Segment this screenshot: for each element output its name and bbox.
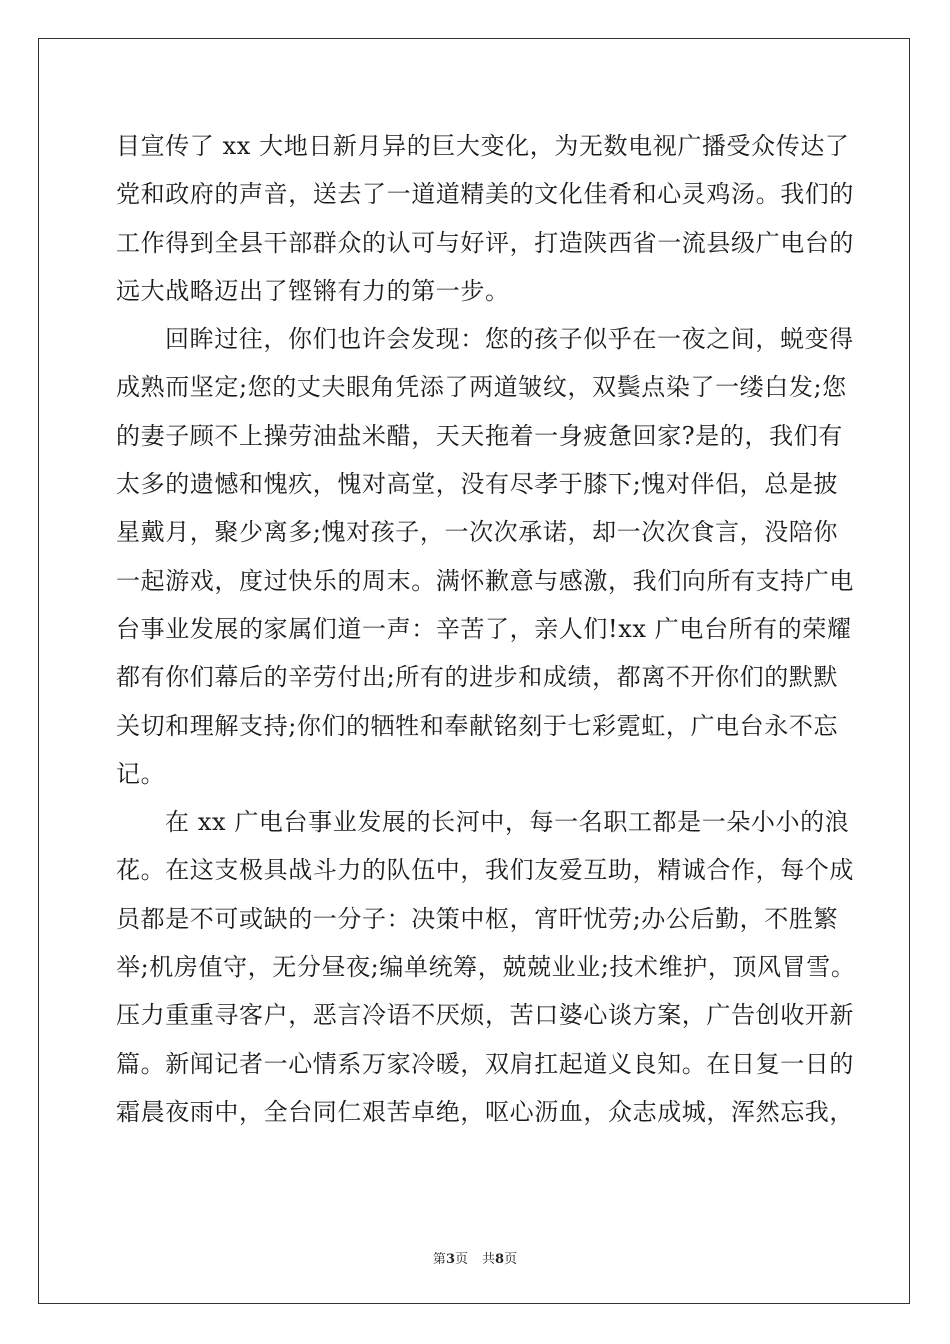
page-footer [0,1248,950,1267]
text-line: 员都是不可或缺的一分子：决策中枢，宵旰忧劳;办公后勤，不胜繁 [116,904,839,933]
text-line: 压力重重寻客户，恶言冷语不厌烦，苦口婆心谈方案，广告创收开新 [116,1001,854,1030]
text-line: 一起游戏，度过快乐的周末。满怀歉意与感激，我们向所有支持广电 [116,566,854,595]
text-line: 星戴月，聚少离多;愧对孩子，一次次承诺，却一次次食言，没陪你 [116,518,839,547]
text-line: 记。 [116,759,166,788]
document-body [116,122,856,1136]
text-line: 霜晨夜雨中，全台同仁艰苦卓绝，呕心沥血，众志成城，浑然忘我， [116,1097,854,1126]
text-line: 目宣传了 xx 大地日新月异的巨大变化，为无数电视广播受众传达了 [116,132,850,160]
text-line: 都有你们幕后的辛劳付出;所有的进步和成绩，都离不开你们的默默 [116,663,839,692]
paragraph [116,122,854,315]
text-line: 花。在这支极具战斗力的队伍中，我们友爱互助，精诚合作，每个成 [116,856,854,885]
text-line: 台事业发展的家属们道一声：辛苦了，亲人们!xx 广电台所有的荣耀 [116,614,852,643]
text-line: 回眸过往，你们也许会发现：您的孩子似乎在一夜之间，蜕变得 [165,325,854,354]
text-line: 工作得到全县干部群众的认可与好评，打造陕西省一流县级广电台的 [116,228,854,257]
text-line: 的妻子顾不上操劳油盐米醋，天天拖着一身疲惫回家?是的，我们有 [116,421,843,450]
text-line: 远大战略迈出了铿锵有力的第一步。 [116,276,510,305]
text-line: 关切和理解支持;你们的牺牲和奉献铭刻于七彩霓虹，广电台永不忘 [116,711,839,740]
current-page-number: 3 [445,1252,455,1267]
total-prefix: 共 [482,1252,496,1267]
text-line: 党和政府的声音，送去了一道道精美的文化佳肴和心灵鸡汤。我们的 [116,180,854,209]
text-line: 太多的遗憾和愧疚，愧对高堂，没有尽孝于膝下;愧对伴侣，总是披 [116,470,839,499]
text-line: 在 xx 广电台事业发展的长河中，每一名职工都是一朵小小的浪 [165,808,850,837]
paragraph [116,798,856,1136]
page-suffix: 页 [454,1252,468,1267]
text-line: 成熟而坚定;您的丈夫眼角凭添了两道皱纹，双鬓点染了一缕白发;您 [116,373,847,402]
text-line: 举;机房值守，无分昼夜;编单统筹，兢兢业业;技术维护，顶风冒雪。 [116,953,856,982]
total-suffix: 页 [504,1252,518,1267]
total-page-count: 8 [495,1252,505,1267]
paragraph [116,315,854,798]
page-prefix: 第 [432,1252,446,1267]
text-line: 篇。新闻记者一心情系万家冷暖，双肩扛起道义良知。在日复一日的 [116,1049,854,1078]
